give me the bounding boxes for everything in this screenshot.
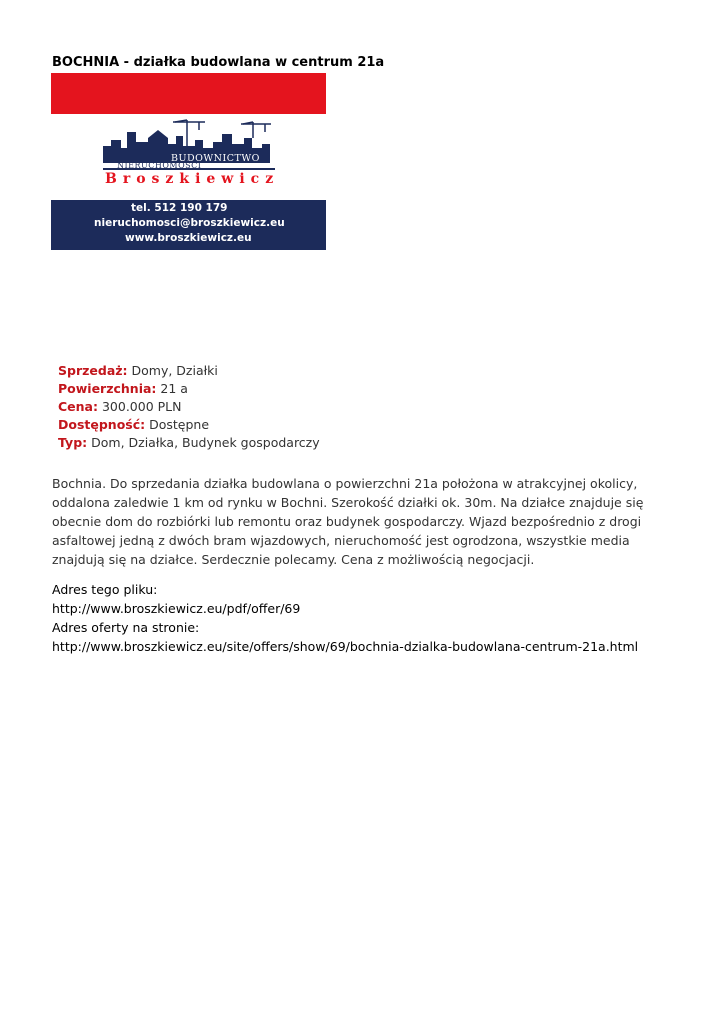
detail-label: Sprzedaż: — [58, 363, 128, 378]
detail-label: Powierzchnia: — [58, 381, 157, 396]
detail-row-price — [58, 398, 320, 416]
company-banner — [51, 73, 326, 250]
offer-links — [52, 580, 638, 656]
detail-value: Dom, Działka, Budynek gospodarczy — [91, 435, 320, 450]
offer-details-list — [58, 362, 320, 452]
logo-tagline-construction: BUDOWNICTWO — [171, 153, 260, 164]
detail-label: Dostępność: — [58, 417, 146, 432]
contact-email: nieruchomosci@broszkiewicz.eu — [94, 217, 285, 229]
detail-label: Typ: — [58, 435, 88, 450]
logo-tagline-real-estate: NIERUCHOMOŚCI — [117, 161, 202, 170]
detail-value: 300.000 PLN — [101, 399, 182, 414]
contact-website: www.broszkiewicz.eu — [125, 232, 252, 244]
document-title: BOCHNIA - działka budowlana w centrum 21a — [52, 55, 385, 70]
offer-address-url[interactable]: http://www.broszkiewicz.eu/site/offers/show/69/bochnia-dzialka-budowlana-centrum-21a.html — [52, 639, 639, 654]
offer-address-label: Adres oferty na stronie: — [52, 620, 200, 635]
company-name-logo: Broszkiewicz — [105, 171, 280, 187]
file-address-label: Adres tego pliku: — [52, 582, 158, 597]
detail-value: Dostępne — [149, 417, 210, 432]
banner-red-band — [51, 73, 326, 114]
detail-row-sale — [58, 362, 320, 380]
detail-row-type — [58, 434, 320, 452]
file-address-url[interactable]: http://www.broszkiewicz.eu/pdf/offer/69 — [52, 601, 301, 616]
detail-value: Domy, Działki — [131, 363, 218, 378]
offer-description: Bochnia. Do sprzedania działka budowlana o powierzchni 21a położona w atrakcyjnej okolicy, oddalona zaledwie 1 km od rynku w Bochni. Szerokość działki ok. 30m. Na działce znajduje się obecnie dom do rozbiórki lub remontu oraz budynek gospodarczy. Wjazd bezpośrednio z drogi asfaltowej jedną z dwóch bram wjazdowych, nieruchomość jest ogrodzona, wszystkie media znajdują się na działce. Serdecznie polecamy. Cena z możliwością negocjacji. — [52, 476, 644, 567]
detail-label: Cena: — [58, 399, 98, 414]
detail-row-area — [58, 380, 320, 398]
contact-phone: tel. 512 190 179 — [131, 202, 228, 214]
detail-row-availability — [58, 416, 320, 434]
detail-value: 21 a — [160, 381, 188, 396]
